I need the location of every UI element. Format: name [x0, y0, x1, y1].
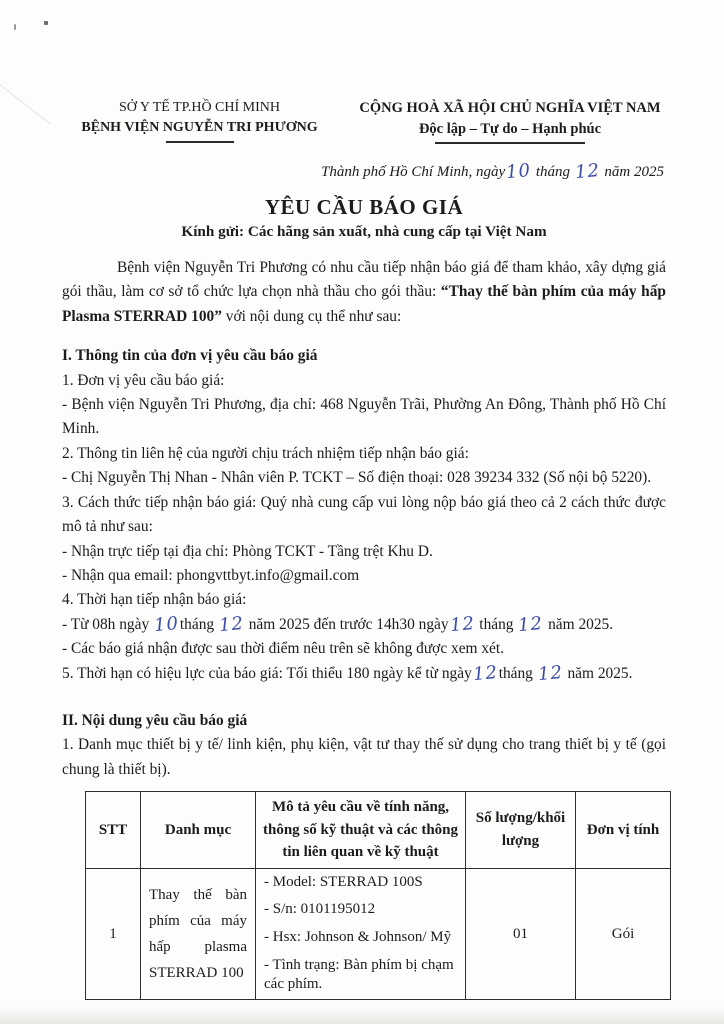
- letterhead: [62, 98, 666, 144]
- list-line: - Nhận trực tiếp tại địa chỉ: Phòng TCKT - Tầng trệt Khu D.: [62, 542, 433, 560]
- date-mid: tháng: [532, 164, 574, 181]
- divider: [166, 141, 234, 143]
- intro-paragraph: [62, 256, 666, 329]
- handwritten-month: 12: [573, 159, 601, 184]
- scan-artifact-dot: [44, 21, 48, 25]
- deadline-text: tháng: [475, 615, 518, 633]
- date-suffix: năm 2025: [600, 164, 664, 181]
- divider: [435, 142, 585, 144]
- scan-artifact-mark: [14, 24, 16, 30]
- cell-stt: 1: [86, 868, 141, 1000]
- intro-text: Bệnh viện Nguyễn Tri Phương có nhu cầu tiếp nhận báo giá để tham khảo, xây dựng giá gói thầu, làm cơ sở tổ chức lựa chọn nhà thầu cho gói thầu:: [62, 259, 666, 301]
- national-motto: Độc lập – Tự do – Hạnh phúc: [418, 121, 602, 138]
- validity-text: tháng: [498, 664, 537, 682]
- validity-text: năm 2025.: [563, 664, 633, 682]
- national-title: CỘNG HOÀ XÃ HỘI CHỦ NGHĨA VIỆT NAM: [359, 100, 661, 116]
- package-name: “Thay thế bàn phím của máy hấp Plasma STERRAD 100”: [62, 283, 666, 325]
- deadline-text: năm 2025 đến trước 14h30 ngày: [244, 615, 449, 633]
- section-2-paragraph: 1. Danh mục thiết bị y tế/ linh kiện, phụ kiện, vật tư thay thế sử dụng cho trang thiết bị y tế (gọi chung là thiết bị).: [62, 736, 666, 778]
- scan-shadow: [0, 1006, 724, 1024]
- handwritten-day: 12: [471, 661, 499, 685]
- intro-text-end: với nội dung cụ thể như sau:: [221, 307, 402, 325]
- handwritten-day: 12: [448, 612, 476, 636]
- list-line: 3. Cách thức tiếp nhận báo giá: Quý nhà cung cấp vui lòng nộp báo giá theo cả 2 cách thức được mô tả như sau:: [62, 493, 666, 536]
- issuer-block: [62, 98, 337, 143]
- list-line: - Các báo giá nhận được sau thời điểm nêu trên sẽ không được xem xét.: [62, 640, 504, 658]
- national-header-block: [354, 98, 666, 144]
- hospital-name: BỆNH VIỆN NGUYỄN TRI PHƯƠNG: [81, 120, 318, 136]
- spec-line: - Model: STERRAD 100S: [264, 873, 423, 890]
- section-2-heading: II. Nội dung yêu cầu báo giá: [62, 711, 248, 729]
- col-header-spec: Mô tả yêu cầu về tính năng, thông số kỹ thuật và các thông tin liên quan về kỹ thuật: [256, 792, 466, 869]
- list-line: - Chị Nguyễn Thị Nhan - Nhân viên P. TCKT – Số điện thoại: 028 39234 332 (Số nội bộ 5220).: [62, 469, 652, 487]
- list-line: 1. Đơn vị yêu cầu báo giá:: [62, 371, 225, 389]
- col-header-stt: STT: [86, 792, 141, 869]
- deadline-text: năm 2025.: [544, 615, 614, 633]
- deadline-line: [62, 613, 666, 637]
- cell-specs: [256, 868, 466, 1000]
- handwritten-month: 12: [517, 612, 545, 636]
- email-line: - Nhận qua email: phongvttbyt.info@gmail.com: [62, 566, 360, 584]
- authority-name: SỞ Y TẾ TP.HỒ CHÍ MINH: [118, 100, 280, 115]
- col-header-qty: Số lượng/khối lượng: [466, 792, 576, 869]
- section-1-heading: I. Thông tin của đơn vị yêu cầu báo giá: [62, 347, 318, 365]
- validity-text: 5. Thời hạn có hiệu lực của báo giá: Tối thiểu 180 ngày kể từ ngày: [62, 664, 472, 682]
- salutation: Kính gửi: Các hãng sản xuất, nhà cung cấp tại Việt Nam: [181, 223, 547, 241]
- handwritten-day: 10: [153, 612, 180, 636]
- list-line: 4. Thời hạn tiếp nhận báo giá:: [62, 591, 247, 609]
- document-title: YÊU CẦU BÁO GIÁ: [264, 195, 464, 220]
- handwritten-day: 10: [505, 159, 532, 184]
- scan-artifact-streak: [0, 68, 51, 124]
- handwritten-month: 12: [218, 612, 245, 636]
- list-line: 2. Thông tin liên hệ của người chịu trách nhiệm tiếp nhận báo giá:: [62, 444, 469, 462]
- table-row: [86, 868, 671, 1000]
- deadline-text: - Từ 08h ngày: [62, 615, 153, 633]
- cell-item-name: Thay thế bàn phím của máy hấp plasma STERRAD 100: [141, 868, 256, 1000]
- validity-line: [62, 662, 666, 686]
- cell-quantity: 01: [466, 868, 576, 1000]
- deadline-text: tháng: [179, 615, 218, 633]
- cell-unit: Gói: [576, 868, 671, 1000]
- spec-line: - S/n: 0101195012: [264, 901, 376, 918]
- col-header-item: Danh mục: [141, 792, 256, 869]
- col-header-unit: Đơn vị tính: [576, 792, 671, 869]
- spec-line: - Hsx: Johnson & Johnson/ Mỹ: [264, 929, 452, 946]
- quote-table: [85, 791, 671, 1000]
- table-header-row: [86, 792, 671, 869]
- list-line: - Bệnh viện Nguyễn Tri Phương, địa chỉ: 468 Nguyễn Trãi, Phường An Đông, Thành phố Hồ Chí Minh.: [62, 396, 666, 438]
- handwritten-month: 12: [536, 661, 564, 685]
- date-line: [62, 159, 666, 184]
- date-prefix: Thành phố Hồ Chí Minh, ngày: [321, 164, 506, 181]
- spec-line: - Tình trạng: Bàn phím bị chạm các phím.: [264, 956, 454, 992]
